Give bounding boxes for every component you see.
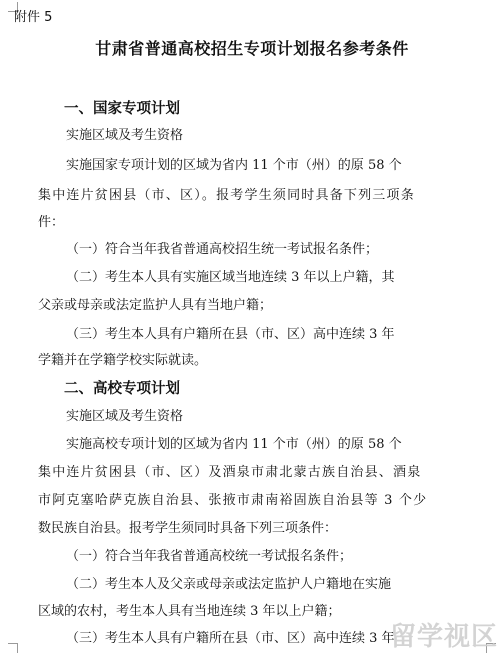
list-item: （一）符合当年我省普通高校招生统一考试报名条件； xyxy=(66,242,379,257)
attachment-label: 附件 5 xyxy=(14,10,53,25)
paragraph-line: 实施高校专项计划的区域为省内 11 个市（州）的原 58 个 xyxy=(66,437,402,452)
paragraph-line: 数民族自治县。报考学生须同时具备下列三项条件： xyxy=(38,521,338,536)
paragraph-line: 区域的农村，考生本人具有当地连续 3 年以上户籍； xyxy=(38,604,341,619)
watermark-logo: 留学视区 xyxy=(389,622,498,652)
paragraph-line: 集中连片贫困县（市、区）及酒泉市肃北蒙古族自治县、酒泉 xyxy=(38,465,422,480)
list-item: （三）考生本人具有户籍所在县（市、区）高中连续 3 年 xyxy=(66,327,395,342)
section-subheading: 实施区域及考生资格 xyxy=(66,409,184,424)
paragraph-line: 集中连片贫困县（市、区）。报考学生须同时具备下列三项条 xyxy=(38,188,415,203)
list-item: （一）符合当年我省普通高校统一考试报名条件； xyxy=(66,549,353,564)
paragraph-line: 学籍并在学籍学校实际就读。 xyxy=(38,353,208,368)
document-title: 甘肃省普通高校招生专项计划报名参考条件 xyxy=(95,39,409,58)
section-subheading: 实施区域及考生资格 xyxy=(66,128,184,143)
paragraph-line: 市阿克塞哈萨克族自治县、张掖市肃南裕固族自治县等 3 个少 xyxy=(38,493,428,508)
corner-mark-bottom-left xyxy=(8,643,18,653)
paragraph-line: 件： xyxy=(38,215,65,230)
section-heading-university: 二、高校专项计划 xyxy=(64,381,180,397)
list-item: （三）考生本人具有户籍所在县（市、区）高中连续 3 年 xyxy=(66,631,395,646)
paragraph-line: 父亲或母亲或法定监护人具有当地户籍； xyxy=(38,298,273,313)
list-item: （二）考生本人及父亲或母亲或法定监护人户籍地在实施 xyxy=(66,577,392,592)
paragraph-line: 实施国家专项计划的区域为省内 11 个市（州）的原 58 个 xyxy=(66,158,402,173)
section-heading-national: 一、国家专项计划 xyxy=(64,101,180,117)
list-item: （二）考生本人具有实施区域当地连续 3 年以上户籍，其 xyxy=(66,270,395,285)
